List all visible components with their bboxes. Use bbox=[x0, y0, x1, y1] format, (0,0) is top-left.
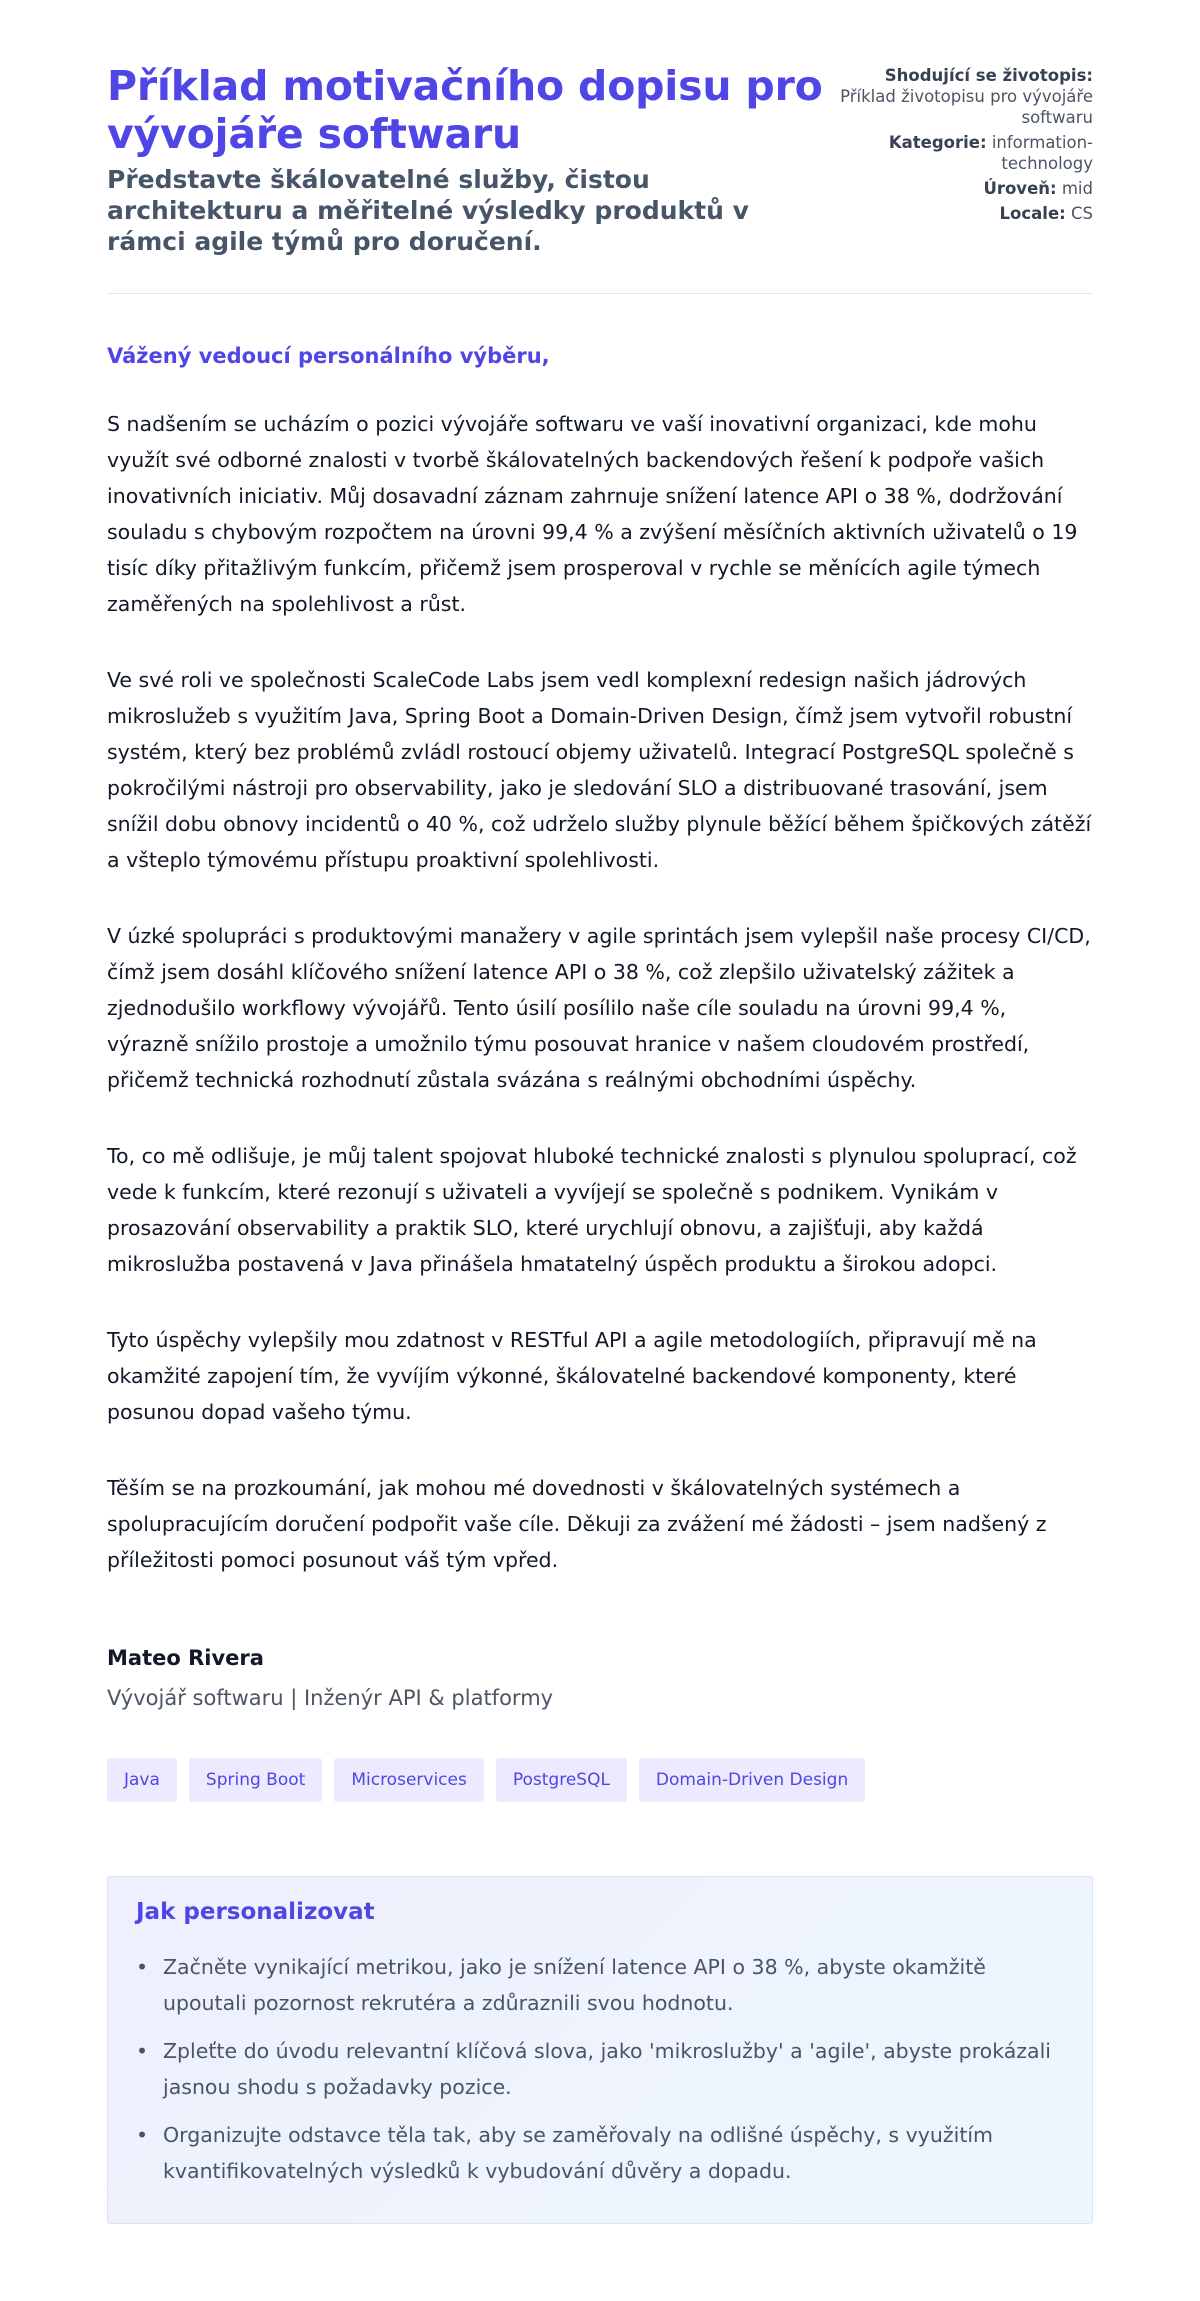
header-titles bbox=[107, 62, 827, 257]
tips-list bbox=[136, 1949, 1064, 2189]
meta-level-value: mid bbox=[1061, 179, 1093, 198]
signature-role: Vývojář softwaru | Inženýr API & platformy bbox=[107, 1686, 554, 1710]
skill-tag: Spring Boot bbox=[189, 1758, 322, 1802]
header-divider bbox=[107, 293, 1093, 294]
letter-paragraph: V úzké spolupráci s produktovými manažery v agile sprintách jsem vylepšil naše procesy CI/CD, čímž jsem dosáhl klíčového snížení latence API o 38 %, což zlepšilo uživatelský zážitek a zjednodušilo workflowy vývojářů. Tento úsilí posílilo naše cíle souladu na úrovni 99,4 %, výrazně snížilo prostoje a umožnilo týmu posouvat hranice v našem cloudovém prostředí, přičemž technická rozhodnutí zůstala svázána s reálnými obchodními úspěchy. bbox=[107, 924, 1091, 1092]
tips-list-item: • Zpleťte do úvodu relevantní klíčová slova, jako 'mikroslužby' a 'agile', abyste prokázali jasnou shodu s požadavky pozice. bbox=[136, 2033, 1064, 2105]
skill-tag: Microservices bbox=[334, 1758, 484, 1802]
document-header bbox=[107, 62, 1093, 257]
skill-tag: Java bbox=[107, 1758, 177, 1802]
document-meta bbox=[833, 62, 1093, 228]
meta-category-label: Kategorie: bbox=[888, 133, 987, 152]
meta-resume bbox=[833, 65, 1093, 128]
personalization-tips-box bbox=[107, 1876, 1093, 2224]
letter-paragraph: S nadšením se ucházím o pozici vývojáře softwaru ve vaší inovativní organizaci, kde mohu využít své odborné znalosti v tvorbě škálovatelných backendových řešení k podpoře vašich inovativních iniciativ. Můj dosavadní záznam zahrnuje snížení latence API o 38 %, dodržování souladu s chybovým rozpočtem na úrovni 99,4 % a zvýšení měsíčních aktivních uživatelů o 19 tisíc díky přitažlivým funkcím, přičemž jsem prosperoval v rychle se měnících agile týmech zaměřených na spolehlivost a růst. bbox=[107, 412, 1078, 616]
page-subtitle: Představte škálovatelné služby, čistou architekturu a měřitelné výsledky produktů v rámci agile týmů pro doručení. bbox=[107, 165, 749, 256]
letter-salutation: Vážený vedoucí personálního výběru, bbox=[107, 344, 550, 368]
meta-resume-value: Příklad životopisu pro vývojáře softwaru bbox=[840, 87, 1093, 127]
tips-list-item: • Začněte vynikající metrikou, jako je snížení latence API o 38 %, abyste okamžitě upoutali pozornost rekrutéra a zdůraznili svou hodnotu. bbox=[136, 1949, 1064, 2021]
meta-category bbox=[833, 132, 1093, 174]
meta-resume-label: Shodující se životopis: bbox=[884, 66, 1093, 85]
meta-level bbox=[833, 178, 1093, 199]
letter-paragraph: Ve své roli ve společnosti ScaleCode Labs jsem vedl komplexní redesign našich jádrových mikroslužeb s využitím Java, Spring Boot a Domain-Driven Design, čímž jsem vytvořil robustní systém, který bez problémů zvládl rostoucí objemy uživatelů. Integrací PostgreSQL společně s pokročilými nástroji pro observability, jako je sledování SLO a distribuované trasování, jsem snížil dobu obnovy incidentů o 40 %, což udrželo služby plynule běžící během špičkových zátěží a všteplo týmovému přístupu proaktivní spolehlivosti. bbox=[107, 668, 1092, 872]
letter-paragraph: To, co mě odlišuje, je můj talent spojovat hluboké technické znalosti s plynulou spoluprací, což vede k funkcím, které rezonují s uživateli a vyvíjejí se společně s podnikem. Vynikám v prosazování observability a praktik SLO, které urychlují obnovu, a zajišťuji, aby každá mikroslužba postavená v Java přinášela hmatatelný úspěch produktu a širokou adopci. bbox=[107, 1144, 1077, 1276]
signature-name: Mateo Rivera bbox=[107, 1646, 264, 1670]
meta-category-value: information-technology bbox=[991, 133, 1093, 173]
skill-tags bbox=[107, 1758, 1093, 1802]
meta-locale bbox=[833, 203, 1093, 224]
meta-locale-value: CS bbox=[1071, 204, 1093, 223]
tips-title: Jak personalizovat bbox=[136, 1899, 375, 1925]
meta-locale-label: Locale: bbox=[999, 204, 1066, 223]
skill-tag: Domain-Driven Design bbox=[639, 1758, 865, 1802]
letter-paragraph: Tyto úspěchy vylepšily mou zdatnost v RESTful API a agile metodologiích, připravují mě na okamžité zapojení tím, že vyvíjím výkonné, škálovatelné backendové komponenty, které posunou dopad vašeho týmu. bbox=[107, 1328, 1037, 1424]
page-title: Příklad motivačního dopisu pro vývojáře softwaru bbox=[107, 62, 823, 158]
letter-body bbox=[107, 406, 1093, 1578]
tips-list-item: • Organizujte odstavce těla tak, aby se zaměřovaly na odlišné úspěchy, s využitím kvantifikovatelných výsledků k vybudování důvěry a dopadu. bbox=[136, 2117, 1064, 2189]
skill-tag: PostgreSQL bbox=[496, 1758, 627, 1802]
letter-paragraph: Těším se na prozkoumání, jak mohou mé dovednosti v škálovatelných systémech a spolupracujícím doručení podpořit vaše cíle. Děkuji za zvážení mé žádosti – jsem nadšený z příležitosti pomoci posunout váš tým vpřed. bbox=[107, 1476, 1047, 1572]
meta-level-label: Úroveň: bbox=[983, 179, 1057, 198]
